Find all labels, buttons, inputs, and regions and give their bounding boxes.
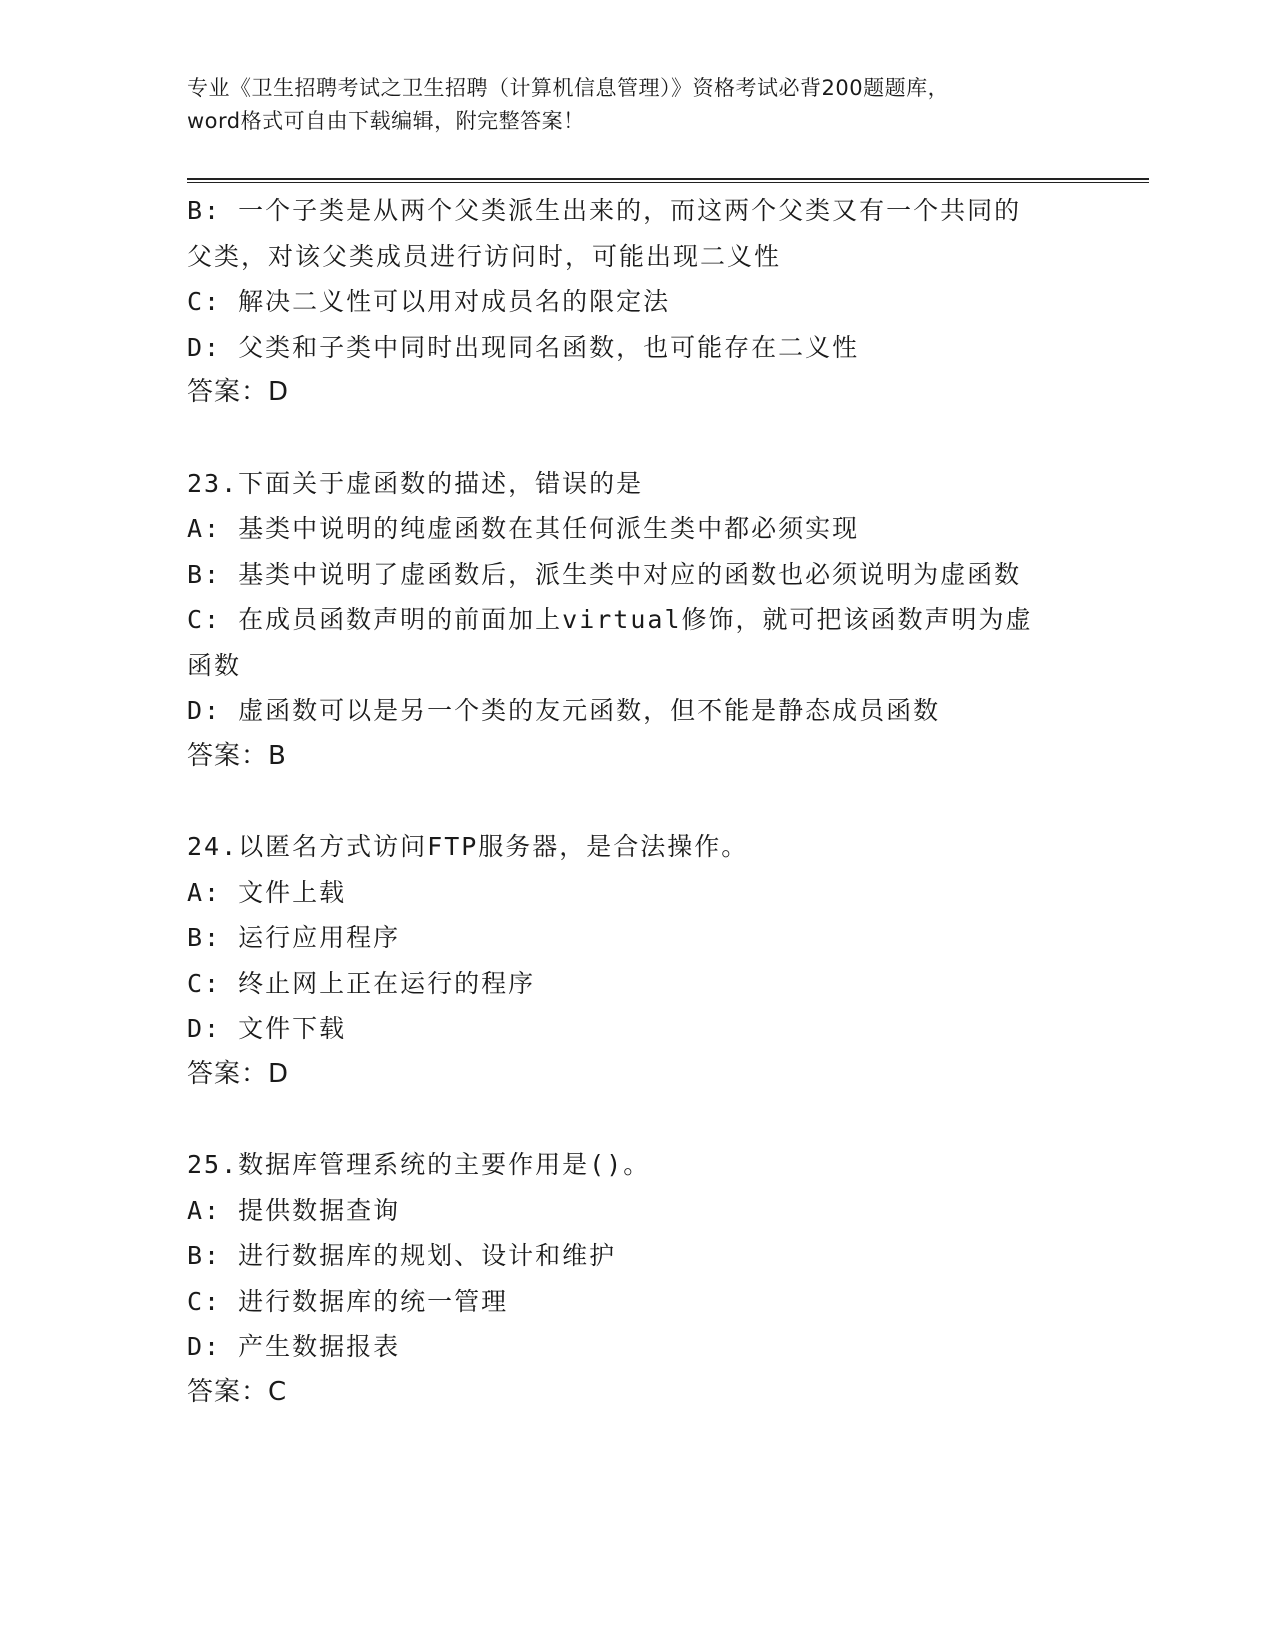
header-title-line2: word格式可自由下载编辑，附完整答案！ — [187, 109, 585, 133]
option-a: A: 基类中说明的纯虚函数在其任何派生类中都必须实现 — [187, 514, 860, 543]
option-b: B: 基类中说明了虚函数后，派生类中对应的函数也必须说明为虚函数 — [187, 559, 1022, 589]
spacer — [187, 779, 1087, 824]
answer: 答案：D — [187, 1058, 290, 1089]
spacer — [187, 1097, 1087, 1142]
option-c: C: 在成员函数声明的前面加上virtual修饰，就可把该函数声明为虚 — [187, 605, 1033, 634]
question-text: 24.以匿名方式访问FTP服务器，是合法操作。 — [187, 832, 749, 861]
option-c-continued: 函数 — [187, 650, 242, 680]
header-divider — [187, 178, 1149, 183]
header-title-line1: 专业《卫生招聘考试之卫生招聘（计算机信息管理）》资格考试必背200题题库， — [187, 76, 950, 100]
spacer — [187, 416, 1087, 461]
option-d: D: 虚函数可以是另一个类的友元函数，但不能是静态成员函数 — [187, 696, 941, 725]
question-block-23 — [187, 461, 1087, 780]
option-c: C: 解决二义性可以用对成员名的限定法 — [187, 287, 671, 316]
question-text: 23.下面关于虚函数的描述，错误的是 — [187, 468, 644, 498]
question-block-25 — [187, 1142, 1087, 1415]
page-header — [187, 72, 1087, 138]
option-d: D: 父类和子类中同时出现同名函数，也可能存在二义性 — [187, 332, 860, 362]
option-a: A: 文件上载 — [187, 877, 347, 907]
answer: 答案：C — [187, 1376, 288, 1407]
answer: 答案：D — [187, 377, 290, 407]
option-d: D: 产生数据报表 — [187, 1332, 401, 1361]
option-c: C: 进行数据库的统一管理 — [187, 1286, 509, 1316]
question-block-24 — [187, 824, 1087, 1097]
option-b: B: 运行应用程序 — [187, 923, 401, 952]
option-c: C: 终止网上正在运行的程序 — [187, 968, 536, 998]
question-list — [187, 188, 1087, 1415]
option-a: A: 提供数据查询 — [187, 1195, 401, 1225]
question-text: 25.数据库管理系统的主要作用是()。 — [187, 1150, 651, 1179]
question-block-22-continued — [187, 188, 1087, 416]
option-b: B: 一个子类是从两个父类派生出来的，而这两个父类又有一个共同的 — [187, 196, 1022, 225]
option-b-continued: 父类，对该父类成员进行访问时，可能出现二义性 — [187, 241, 782, 271]
option-d: D: 文件下载 — [187, 1014, 347, 1043]
option-b: B: 进行数据库的规划、设计和维护 — [187, 1241, 617, 1270]
answer: 答案：B — [187, 740, 287, 771]
